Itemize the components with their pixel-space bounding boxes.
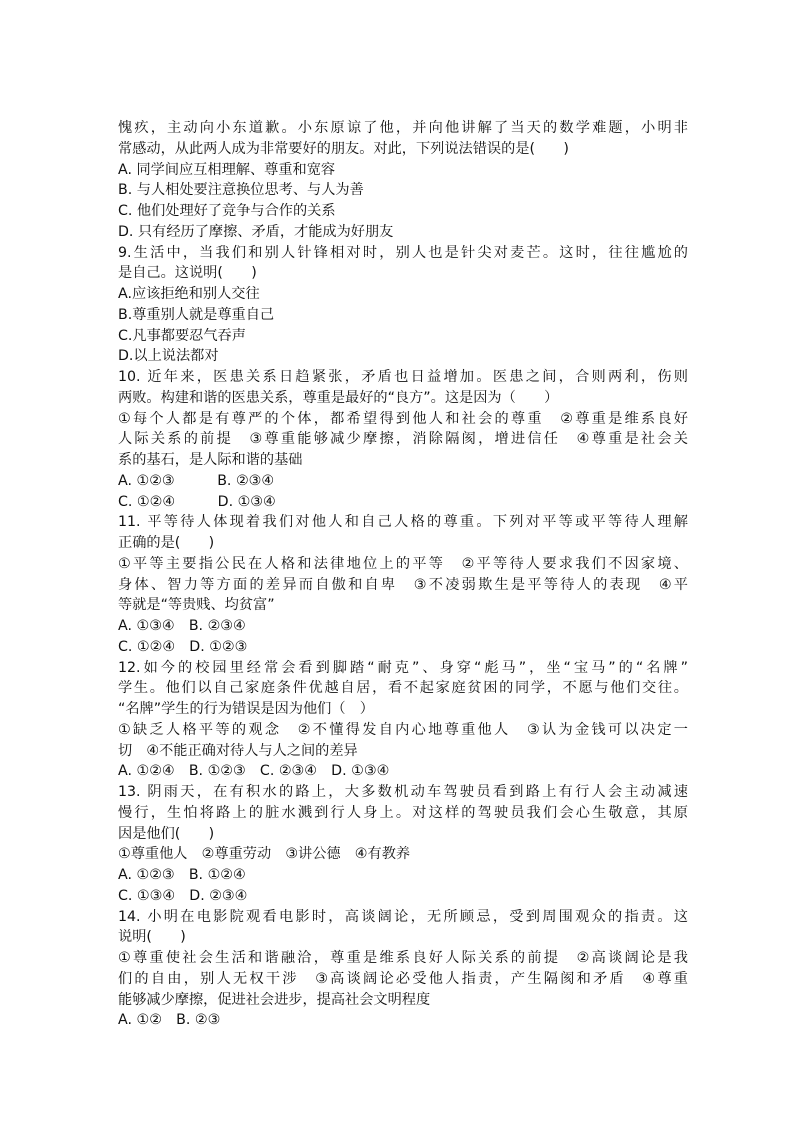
- option-line: A. ①②④ B. ①②③ C. ②③④ D. ①③④: [118, 763, 390, 780]
- question-9-line: 是自己。这说明( ): [118, 265, 257, 282]
- option-line: D. 只有经历了摩擦、矛盾，才能成为好朋友: [118, 223, 394, 240]
- option-line: A. ①②③ B. ②③④: [118, 472, 275, 489]
- option-line: A.应该拒绝和别人交往: [118, 286, 260, 302]
- option-line: C. ①③④ D. ②③④: [118, 887, 248, 904]
- option-line: C.凡事都要忍气吞声: [118, 327, 246, 344]
- question-13-line: 慢行，生怕将路上的脏水溅到行人身上。对这样的驾驶员我们会心生敬意，其原: [118, 804, 688, 821]
- statement-line: 们的自由，别人无权干涉 ③高谈阔论必受他人指责，产生隔阂和矛盾 ④尊重: [118, 970, 688, 987]
- statement-line: 身体、智力等方面的差异而自傲和自卑 ③不凌弱欺生是平等待人的表现 ④平: [118, 576, 688, 593]
- document-page: [118, 118, 688, 1031]
- question-12-line: 学生。他们以自己家庭条件优越自居，看不起家庭贫困的同学，不愿与他们交往。: [118, 680, 688, 697]
- question-11-line: 正确的是( ): [118, 535, 215, 551]
- statement-line: 能够减少摩擦，促进社会进步，提高社会文明程度: [118, 991, 431, 1008]
- option-line: A. ①②③ B. ①②④: [118, 867, 246, 883]
- question-12-line: 12.如今的校园里经常会看到脚踏“耐克”、身穿“彪马”，坐“宝马”的“名牌”: [118, 659, 688, 676]
- question-9-line: 9.生活中，当我们和别人针锋相对时，别人也是针尖对麦芒。这时，往往尴尬的: [118, 244, 688, 261]
- option-line: D.以上说法都对: [118, 348, 219, 365]
- question-14-line: 14. 小明在电影院观看电影时，高谈阔论，无所顾忌，受到周围观众的指责。这: [118, 908, 688, 925]
- option-line: A. ①③④ B. ②③④: [118, 618, 246, 634]
- question-10-line: 10. 近年来，医患关系日趋紧张，矛盾也日益增加。医患之间，合则两利，伤则: [118, 369, 688, 385]
- question-10-line: 两败。构建和谐的医患关系，尊重是最好的“良方”。这是因为（ ）: [118, 389, 559, 406]
- option-line: B. 与人相处要注意换位思考、与人为善: [118, 182, 364, 199]
- statement-line: 人际关系的前提 ③尊重能够减少摩擦，消除隔阂，增进信任 ④尊重是社会关: [118, 431, 688, 448]
- question-13-line: 因是他们( ): [118, 825, 215, 842]
- text-line: 愧疚，主动向小东道歉。小东原谅了他，并向他讲解了当天的数学难题，小明非: [118, 120, 688, 136]
- option-line: C. 他们处理好了竞争与合作的关系: [118, 203, 336, 219]
- option-line: C. ①②④ D. ①③④: [118, 493, 276, 510]
- statement-line: ①尊重他人 ②尊重劳动 ③讲公德 ④有教养: [118, 846, 411, 863]
- statement-line: ①尊重使社会生活和谐融洽，尊重是维系良好人际关系的前提 ②高谈阔论是我: [118, 950, 688, 966]
- question-14-line: 说明( ): [118, 929, 186, 946]
- option-line: A. 同学间应互相理解、尊重和宽容: [118, 161, 336, 178]
- question-13-line: 13. 阴雨天，在有积水的路上，大多数机动车驾驶员看到路上有行人会主动减速: [118, 784, 688, 800]
- question-12-line: “名牌”学生的行为错误是因为他们（ ）: [118, 701, 374, 717]
- statement-line: ①平等主要指公民在人格和法律地位上的平等 ②平等待人要求我们不因家境、: [118, 555, 688, 572]
- statement-line: 等就是“等贵贱、均贫富”: [118, 597, 275, 614]
- option-line: C. ①②④ D. ①②③: [118, 638, 248, 655]
- statement-line: ①每个人都是有尊严的个体，都希望得到他人和社会的尊重 ②尊重是维系良好: [118, 410, 688, 427]
- statement-line: 切 ④不能正确对待人与人之间的差异: [118, 742, 358, 759]
- statement-line: ①缺乏人格平等的观念 ②不懂得发自内心地尊重他人 ③认为金钱可以决定一: [118, 721, 688, 738]
- text-line: 常感动，从此两人成为非常要好的朋友。对此，下列说法错误的是( ): [118, 140, 569, 157]
- question-11-line: 11. 平等待人体现着我们对他人和自己人格的尊重。下列对平等或平等待人理解: [118, 514, 688, 531]
- option-line: A. ①② B. ②③: [118, 1012, 221, 1029]
- option-line: B.尊重别人就是尊重自己: [118, 306, 275, 323]
- statement-line: 系的基石，是人际和谐的基础: [118, 452, 303, 468]
